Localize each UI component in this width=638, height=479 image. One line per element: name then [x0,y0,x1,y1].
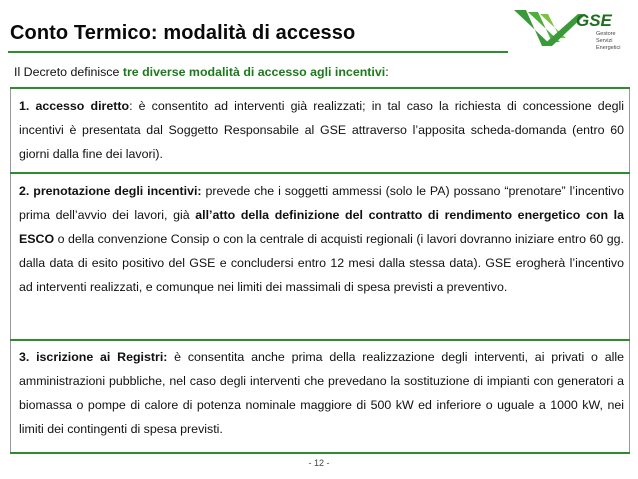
item-2-text-a: prevede che i soggetti ammessi (solo le PA) possano “prenotare” l’incentivo prima dell’avvio dei lavori, già [19,184,624,222]
item-2-bold-mid: all’atto della definizione del contratto di rendimento energetico con la ESCO [19,208,624,246]
item-3-text: è consentita anche prima della realizzazione degli interventi, ai privati o alle amministrazioni pubbliche, nel caso degli interventi che prevedano la sostituzione di impianti con generatori a biomassa o pompe di calore di potenza nominale maggiore di 500 kW ed inferiore o uguale a 1000 kW, nei limiti dei contingenti di spesa previsti. [19,350,624,436]
logo-sub-2: Servizi [596,38,613,44]
logo-sub-3: Energetici [596,45,621,51]
page-number: - 12 - [308,458,330,468]
item-2-text-b: o della convenzione Consip o con la centrale di acquisti regionali (i lavori dovranno iniziare entro 60 gg. dalla data di esito positivo del GSE e concludersi entro 12 mesi dalla stessa data). GSE erogherà l’incentivo ad interventi realizzati, e comunque nei limiti dei massimali di spesa previsti a preventivo. [19,232,624,294]
box-top-border [10,87,630,89]
logo-brand: GSE [576,11,612,30]
intro-highlight: tre diverse modalità di accesso agli incentivi [122,65,386,79]
item-1-text: : è consentito ad interventi già realizzati; in tal caso la richiesta di concessione degli incentivi è presentata dal Soggetto Responsabile al GSE attraverso l’apposita scheda-domanda (entro 60 giorni dalla fine dei lavori). [19,99,624,161]
intro-text [14,65,389,79]
item-1-label: 1. accesso diretto [19,99,130,113]
separator-2 [10,339,630,341]
item-3 [19,345,624,441]
box-bottom-border [10,452,630,454]
item-2-label: 2. prenotazione degli incentivi: [19,184,202,198]
item-2 [19,179,624,299]
title-underline [8,51,508,53]
item-3-label: 3. iscrizione ai Registri: [19,350,168,364]
item-1 [19,94,624,166]
page-title: Conto Termico: modalità di accesso [10,22,356,44]
gse-logo [512,4,634,52]
intro-post: : [385,65,389,79]
logo-sub-1: Gestore [596,31,616,37]
separator-1 [10,172,630,174]
intro-pre: Il Decreto definisce [14,65,123,79]
